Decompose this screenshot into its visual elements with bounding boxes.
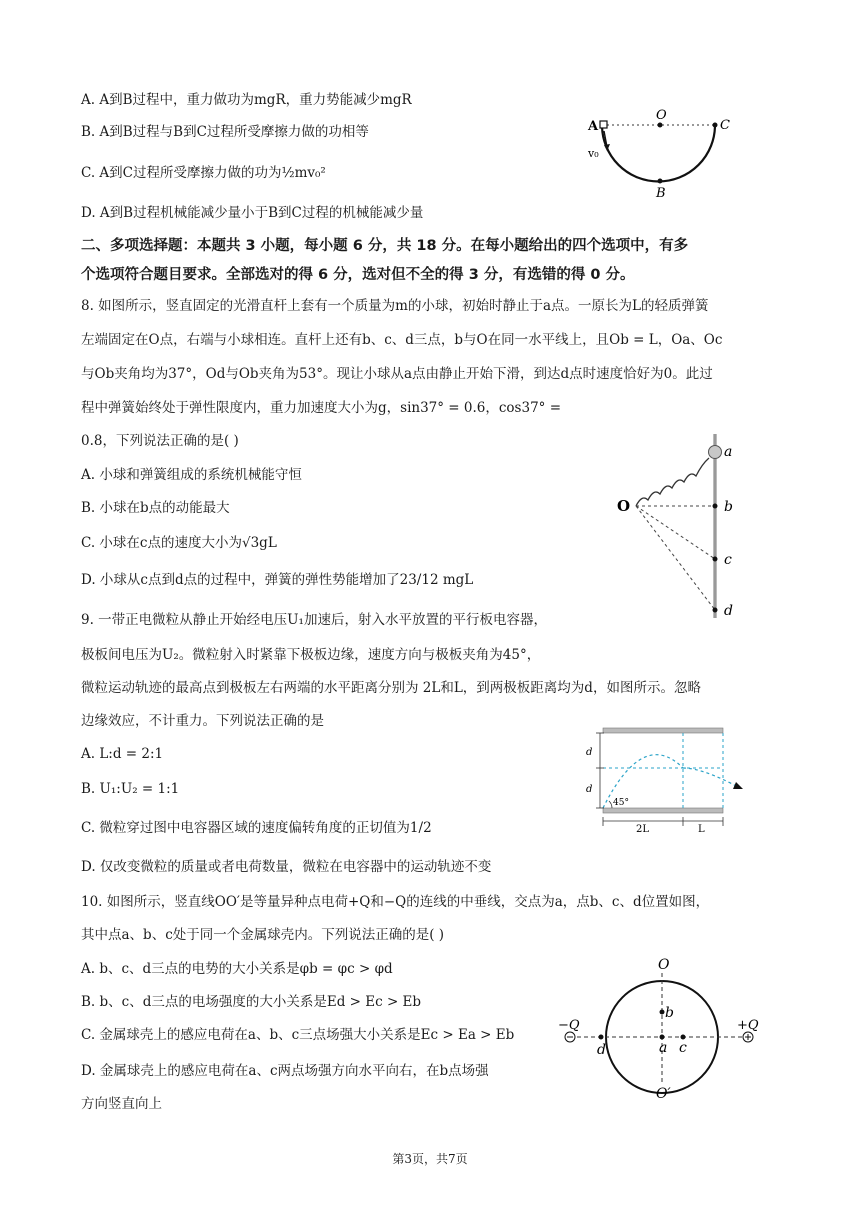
q8-option-b: B. 小球在b点的动能最大 [81, 500, 230, 516]
q8-option-a: A. 小球和弹簧组成的系统机械能守恒 [81, 467, 302, 483]
q7-option-b: B. A到B过程与B到C过程所受摩擦力做的功相等 [81, 124, 369, 140]
fig7-label-o: O [656, 108, 667, 123]
fig10-label-d: d [597, 1042, 606, 1058]
q8-option-d: D. 小球从c点到d点的过程中，弹簧的弹性势能增加了23/12 mgL [81, 572, 474, 588]
fig9-label-2l: 2L [636, 824, 650, 834]
q9-stem-1: 9. 一带正电微粒从静止开始经电压U₁加速后，射入水平放置的平行板电容器， [81, 612, 547, 628]
q9-stem-2: 极板间电压为U₂。微粒射入时紧靠下极板边缘，速度方向与极板夹角为45°， [81, 647, 541, 663]
q10-option-b: B. b、c、d三点的电场强度的大小关系是Ed > Ec > Eb [81, 994, 422, 1010]
fig7-label-v0: v₀ [588, 147, 599, 160]
fig7-label-a: A [588, 119, 599, 134]
q8-stem-4: 程中弹簧始终处于弹性限度内，重力加速度大小为g，sin37° = 0.6，cos37° = [81, 400, 562, 416]
q8-stem-3: 与Ob夹角均为37°，Od与Ob夹角为53°。现让小球从a点由静止开始下滑，到达d点时速度恰好为0。此过 [81, 366, 713, 382]
q9-option-d: D. 仅改变微粒的质量或者电荷数量，微粒在电容器中的运动轨迹不变 [81, 859, 492, 875]
q8-stem-1: 8. 如图所示，竖直固定的光滑直杆上套有一个质量为m的小球，初始时静止于a点。一原长为L的轻质弹簧 [81, 298, 709, 314]
q9-stem-4: 边缘效应，不计重力。下列说法正确的是 [81, 713, 324, 729]
q8-figure [612, 432, 747, 622]
section-heading-line2: 个选项符合题目要求。全部选对的得 6 分，选对但不全的得 3 分，有选错的得 0 分。 [81, 267, 635, 283]
fig8-label-b: b [724, 499, 733, 515]
fig10-label-neg-q: −Q [558, 1018, 580, 1033]
q8-stem-2: 左端固定在O点，右端与小球相连。直杆上还有b、c、d三点，b与O在同一水平线上，且Ob = L，Oa、Oc [81, 332, 723, 348]
q10-stem-1: 10. 如图所示，竖直线OO′是等量异种点电荷+Q和−Q的连线的中垂线，交点为a，点b、c、d位置如图， [81, 894, 710, 910]
q9-stem-3: 微粒运动轨迹的最高点到极板左右两端的水平距离分别为 2L和L，到两极板距离均为d，如图所示。忽略 [81, 680, 701, 696]
fig10-label-o-top: O [658, 957, 670, 973]
fig10-label-b: b [665, 1005, 674, 1021]
q8-option-c: C. 小球在c点的速度大小为√3gL [81, 535, 277, 551]
q9-option-c: C. 微粒穿过图中电容器区域的速度偏转角度的正切值为1/2 [81, 820, 432, 836]
q7-option-c: C. A到C过程所受摩擦力做的功为½mv₀² [81, 165, 326, 181]
fig10-label-a: a [659, 1040, 668, 1056]
fig9-label-l: L [698, 824, 705, 834]
q10-option-d-cont: 方向竖直向上 [81, 1096, 162, 1112]
fig9-label-d-top: d [586, 747, 593, 758]
fig8-label-d: d [724, 603, 733, 619]
q10-option-c: C. 金属球壳上的感应电荷在a、b、c三点场强大小关系是Ec > Ea > Eb [81, 1027, 515, 1043]
fig10-label-o-bottom: O′ [656, 1086, 671, 1100]
q10-option-d: D. 金属球壳上的感应电荷在a、c两点场强方向水平向右，在b点场强 [81, 1063, 489, 1079]
q7-figure [580, 105, 740, 200]
fig9-label-d-bottom: d [586, 784, 593, 795]
q8-stem-5: 0.8，下列说法正确的是( ) [81, 433, 239, 449]
q10-stem-2: 其中点a、b、c处于同一个金属球壳内。下列说法正确的是( ) [81, 927, 445, 943]
page-footer: 第3页，共7页 [392, 1152, 468, 1166]
section-heading-line1: 二、多项选择题：本题共 3 小题，每小题 6 分，共 18 分。在每小题给出的四个选项中，有多 [81, 238, 689, 254]
fig9-label-angle: 45° [613, 798, 629, 808]
q10-option-a: A. b、c、d三点的电势的大小关系是φb = φc > φd [81, 961, 393, 977]
fig7-label-b: B [656, 186, 666, 200]
q9-option-b: B. U₁:U₂ = 1:1 [81, 781, 180, 797]
q7-option-a: A. A到B过程中，重力做功为mgR，重力势能减少mgR [81, 92, 412, 108]
q9-option-a: A. L:d = 2:1 [81, 746, 164, 762]
q7-option-d: D. A到B过程机械能减少量小于B到C过程的机械能减少量 [81, 205, 424, 221]
fig8-label-c: c [724, 552, 732, 568]
fig10-label-pos-q: +Q [737, 1018, 759, 1033]
fig10-label-c: c [679, 1040, 687, 1056]
fig8-label-o: O [617, 497, 631, 515]
fig7-label-c: C [720, 118, 730, 133]
fig8-label-a: a [724, 444, 733, 460]
q10-figure [555, 955, 770, 1100]
q9-figure [578, 722, 753, 834]
